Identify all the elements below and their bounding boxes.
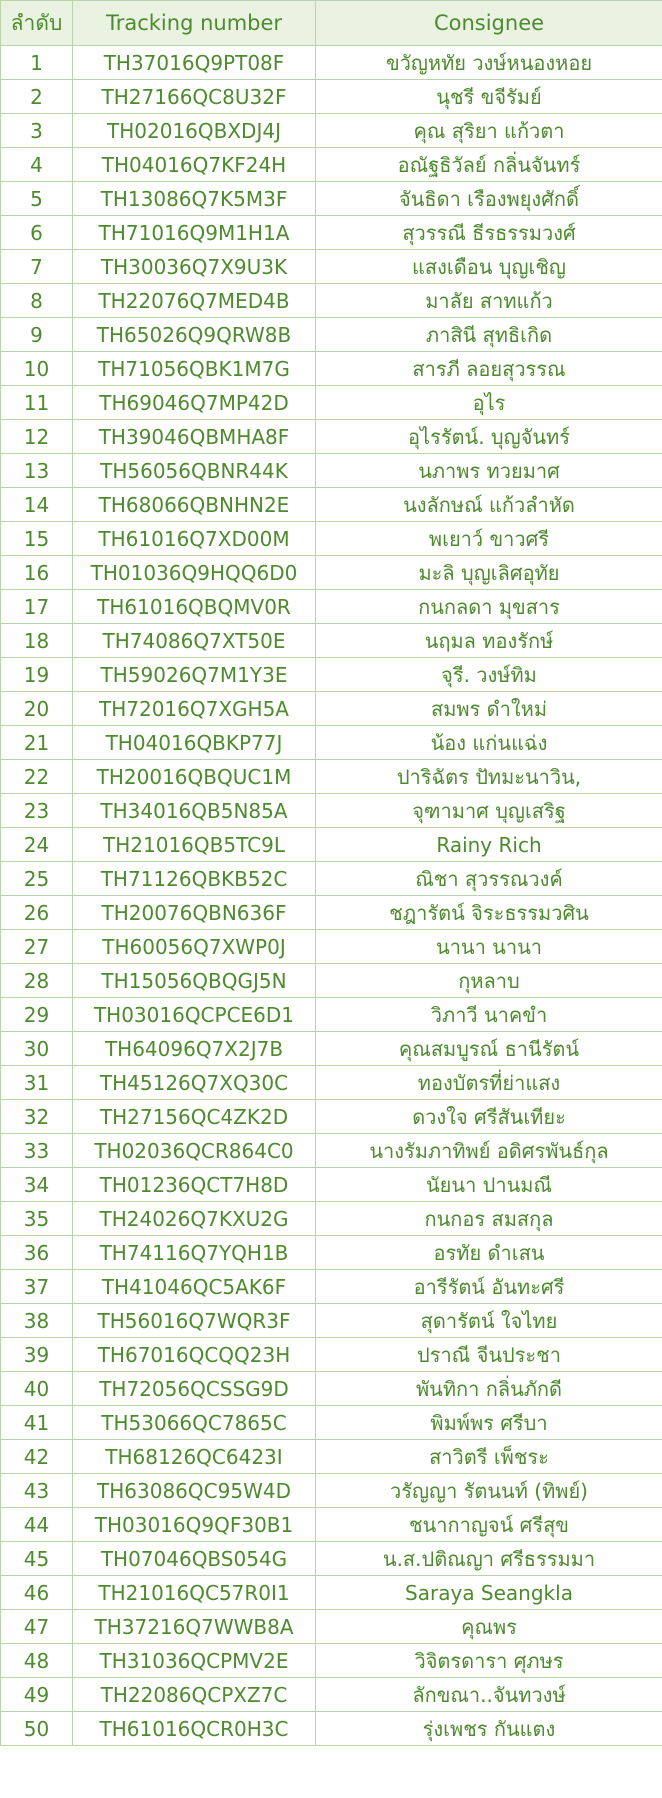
consignee-cell: ลักขณา..จันทวงษ์	[316, 1678, 662, 1712]
tracking-number-cell: TH63086QC95W4D	[73, 1474, 316, 1508]
table-row	[1, 46, 662, 80]
order-cell: 7	[1, 250, 73, 284]
consignee-cell: ภาสินี สุทธิเกิด	[316, 318, 662, 352]
tracking-number-cell: TH71016Q9M1H1A	[73, 216, 316, 250]
order-cell: 15	[1, 522, 73, 556]
order-cell: 34	[1, 1168, 73, 1202]
order-cell: 26	[1, 896, 73, 930]
table-row	[1, 896, 662, 930]
tracking-number-cell: TH31036QCPMV2E	[73, 1644, 316, 1678]
table-row	[1, 1100, 662, 1134]
table-row	[1, 828, 662, 862]
table-row	[1, 1304, 662, 1338]
tracking-number-cell: TH07046QBS054G	[73, 1542, 316, 1576]
consignee-cell: นานา นานา	[316, 930, 662, 964]
tracking-number-cell: TH45126Q7XQ30C	[73, 1066, 316, 1100]
consignee-cell: มะลิ บุญเลิศอุทัย	[316, 556, 662, 590]
header-order: ลำดับ	[1, 1, 73, 46]
order-cell: 10	[1, 352, 73, 386]
order-cell: 17	[1, 590, 73, 624]
tracking-number-cell: TH20016QBQUC1M	[73, 760, 316, 794]
table-row	[1, 1644, 662, 1678]
order-cell: 46	[1, 1576, 73, 1610]
table-row	[1, 1508, 662, 1542]
order-cell: 4	[1, 148, 73, 182]
tracking-number-cell: TH61016QCR0H3C	[73, 1712, 316, 1746]
order-cell: 11	[1, 386, 73, 420]
table-row	[1, 1372, 662, 1406]
tracking-number-cell: TH30036Q7X9U3K	[73, 250, 316, 284]
consignee-cell: คุณพร	[316, 1610, 662, 1644]
consignee-cell: อุไรรัตน์. บุญจันทร์	[316, 420, 662, 454]
consignee-cell: นฤมล ทองรักษ์	[316, 624, 662, 658]
table-row	[1, 1270, 662, 1304]
tracking-number-cell: TH24026Q7KXU2G	[73, 1202, 316, 1236]
table-row	[1, 318, 662, 352]
table-row	[1, 726, 662, 760]
tracking-number-cell: TH69046Q7MP42D	[73, 386, 316, 420]
consignee-cell: กนกลดา มุขสาร	[316, 590, 662, 624]
order-cell: 6	[1, 216, 73, 250]
consignee-cell: นงลักษณ์ แก้วลำหัด	[316, 488, 662, 522]
tracking-number-cell: TH27166QC8U32F	[73, 80, 316, 114]
table-row	[1, 216, 662, 250]
order-cell: 23	[1, 794, 73, 828]
tracking-number-cell: TH21016QC57R0I1	[73, 1576, 316, 1610]
consignee-cell: ดวงใจ ศรีสันเทียะ	[316, 1100, 662, 1134]
table-row	[1, 624, 662, 658]
order-cell: 31	[1, 1066, 73, 1100]
consignee-cell: รุ่งเพชร กันแตง	[316, 1712, 662, 1746]
tracking-number-cell: TH53066QC7865C	[73, 1406, 316, 1440]
table-row	[1, 1678, 662, 1712]
consignee-cell: วิภาวี นาคขำ	[316, 998, 662, 1032]
table-row	[1, 250, 662, 284]
table-row	[1, 1576, 662, 1610]
table-row	[1, 1032, 662, 1066]
consignee-cell: มาลัย สาทแก้ว	[316, 284, 662, 318]
tracking-number-cell: TH27156QC4ZK2D	[73, 1100, 316, 1134]
consignee-cell: กนกอร สมสกุล	[316, 1202, 662, 1236]
table-row	[1, 760, 662, 794]
table-row	[1, 1712, 662, 1746]
order-cell: 40	[1, 1372, 73, 1406]
tracking-number-cell: TH21016QB5TC9L	[73, 828, 316, 862]
table-row	[1, 1474, 662, 1508]
order-cell: 19	[1, 658, 73, 692]
order-cell: 50	[1, 1712, 73, 1746]
order-cell: 33	[1, 1134, 73, 1168]
consignee-cell: วิจิตรดารา ศุภษร	[316, 1644, 662, 1678]
tracking-number-cell: TH01036Q9HQQ6D0	[73, 556, 316, 590]
table-row	[1, 182, 662, 216]
order-cell: 21	[1, 726, 73, 760]
consignee-cell: ปาริฉัตร ปัทมะนาวิน,	[316, 760, 662, 794]
consignee-cell: อณัฐธิวัลย์ กลิ่นจันทร์	[316, 148, 662, 182]
order-cell: 30	[1, 1032, 73, 1066]
table-row	[1, 386, 662, 420]
tracking-number-cell: TH72016Q7XGH5A	[73, 692, 316, 726]
table-row	[1, 420, 662, 454]
tracking-number-cell: TH61016Q7XD00M	[73, 522, 316, 556]
consignee-cell: จุฑามาศ บุญเสริฐ	[316, 794, 662, 828]
table-row	[1, 1610, 662, 1644]
consignee-cell: นุชรี ขจีรัมย์	[316, 80, 662, 114]
table-row	[1, 488, 662, 522]
consignee-cell: ปราณี จีนประชา	[316, 1338, 662, 1372]
order-cell: 3	[1, 114, 73, 148]
order-cell: 29	[1, 998, 73, 1032]
table-row	[1, 794, 662, 828]
tracking-number-cell: TH01236QCT7H8D	[73, 1168, 316, 1202]
consignee-cell: Rainy Rich	[316, 828, 662, 862]
tracking-number-cell: TH34016QB5N85A	[73, 794, 316, 828]
table-row	[1, 1134, 662, 1168]
tracking-number-cell: TH37016Q9PT08F	[73, 46, 316, 80]
consignee-cell: พิมพ์พร ศรีบา	[316, 1406, 662, 1440]
tracking-number-cell: TH68126QC6423I	[73, 1440, 316, 1474]
table-row	[1, 284, 662, 318]
tracking-number-cell: TH60056Q7XWP0J	[73, 930, 316, 964]
order-cell: 38	[1, 1304, 73, 1338]
order-cell: 22	[1, 760, 73, 794]
tracking-number-cell: TH61016QBQMV0R	[73, 590, 316, 624]
order-cell: 44	[1, 1508, 73, 1542]
tracking-number-cell: TH22086QCPXZ7C	[73, 1678, 316, 1712]
table-row	[1, 998, 662, 1032]
consignee-cell: นัยนา ปานมณี	[316, 1168, 662, 1202]
table-row	[1, 1236, 662, 1270]
order-cell: 35	[1, 1202, 73, 1236]
table-row	[1, 1440, 662, 1474]
tracking-number-cell: TH37216Q7WWB8A	[73, 1610, 316, 1644]
table-row	[1, 590, 662, 624]
table-row	[1, 1066, 662, 1100]
consignee-cell: แสงเดือน บุญเชิญ	[316, 250, 662, 284]
tracking-number-cell: TH13086Q7K5M3F	[73, 182, 316, 216]
consignee-cell: วรัญญา รัตนนท์ (ทิพย์)	[316, 1474, 662, 1508]
table-row	[1, 454, 662, 488]
order-cell: 28	[1, 964, 73, 998]
consignee-cell: อุไร	[316, 386, 662, 420]
header-row	[1, 1, 662, 46]
consignee-cell: น้อง แก่นแฉ่ง	[316, 726, 662, 760]
consignee-cell: อารีรัตน์ อันทะศรี	[316, 1270, 662, 1304]
tracking-number-cell: TH20076QBN636F	[73, 896, 316, 930]
order-cell: 42	[1, 1440, 73, 1474]
consignee-cell: จุรี. วงษ์ทิม	[316, 658, 662, 692]
table-row	[1, 658, 662, 692]
order-cell: 45	[1, 1542, 73, 1576]
tracking-number-cell: TH04016Q7KF24H	[73, 148, 316, 182]
tracking-number-cell: TH22076Q7MED4B	[73, 284, 316, 318]
table-row	[1, 1406, 662, 1440]
table-row	[1, 1202, 662, 1236]
order-cell: 9	[1, 318, 73, 352]
order-cell: 49	[1, 1678, 73, 1712]
consignee-cell: ชฎารัตน์ จิระธรรมวศิน	[316, 896, 662, 930]
consignee-cell: สารภี ลอยสุวรรณ	[316, 352, 662, 386]
consignee-cell: นางรัมภาทิพย์ อดิศรพันธ์กุล	[316, 1134, 662, 1168]
table-row	[1, 80, 662, 114]
table-row	[1, 930, 662, 964]
consignee-cell: ขวัญหทัย วงษ์หนองหอย	[316, 46, 662, 80]
consignee-cell: ณิชา สุวรรณวงค์	[316, 862, 662, 896]
tracking-number-cell: TH72056QCSSG9D	[73, 1372, 316, 1406]
table-row	[1, 1168, 662, 1202]
consignee-cell: นภาพร ทวยมาศ	[316, 454, 662, 488]
consignee-cell: สุวรรณี ธีรธรรมวงศ์	[316, 216, 662, 250]
table-row	[1, 862, 662, 896]
order-cell: 2	[1, 80, 73, 114]
order-cell: 43	[1, 1474, 73, 1508]
consignee-cell: ชนากาญจน์ ศรีสุข	[316, 1508, 662, 1542]
tracking-number-cell: TH71056QBK1M7G	[73, 352, 316, 386]
order-cell: 25	[1, 862, 73, 896]
tracking-number-cell: TH03016QCPCE6D1	[73, 998, 316, 1032]
tracking-number-cell: TH02016QBXDJ4J	[73, 114, 316, 148]
consignee-cell: กุหลาบ	[316, 964, 662, 998]
consignee-cell: พันทิกา กลิ่นภักดี	[316, 1372, 662, 1406]
tracking-number-cell: TH71126QBKB52C	[73, 862, 316, 896]
order-cell: 27	[1, 930, 73, 964]
table-row	[1, 964, 662, 998]
tracking-number-cell: TH68066QBNHN2E	[73, 488, 316, 522]
order-cell: 24	[1, 828, 73, 862]
table-row	[1, 148, 662, 182]
consignee-cell: อรทัย ดำเสน	[316, 1236, 662, 1270]
tracking-number-cell: TH56016Q7WQR3F	[73, 1304, 316, 1338]
table-row	[1, 692, 662, 726]
order-cell: 14	[1, 488, 73, 522]
consignee-cell: Saraya Seangkla	[316, 1576, 662, 1610]
table-header	[1, 1, 662, 46]
order-cell: 8	[1, 284, 73, 318]
order-cell: 20	[1, 692, 73, 726]
consignee-cell: จันธิดา เรืองพยุงศักดิ์	[316, 182, 662, 216]
tracking-number-cell: TH04016QBKP77J	[73, 726, 316, 760]
order-cell: 39	[1, 1338, 73, 1372]
order-cell: 32	[1, 1100, 73, 1134]
header-consignee: Consignee	[316, 1, 662, 46]
order-cell: 37	[1, 1270, 73, 1304]
tracking-number-cell: TH64096Q7X2J7B	[73, 1032, 316, 1066]
tracking-number-cell: TH74086Q7XT50E	[73, 624, 316, 658]
tracking-number-cell: TH41046QC5AK6F	[73, 1270, 316, 1304]
table-body	[1, 46, 662, 1746]
tracking-number-cell: TH74116Q7YQH1B	[73, 1236, 316, 1270]
consignee-cell: น.ส.ปติณญา ศรีธรรมมา	[316, 1542, 662, 1576]
consignee-cell: ทองบัตรที่ย่าแสง	[316, 1066, 662, 1100]
table-row	[1, 114, 662, 148]
order-cell: 36	[1, 1236, 73, 1270]
order-cell: 16	[1, 556, 73, 590]
table-row	[1, 352, 662, 386]
order-cell: 47	[1, 1610, 73, 1644]
table-row	[1, 522, 662, 556]
consignee-cell: พเยาว์ ขาวศรี	[316, 522, 662, 556]
table-row	[1, 1542, 662, 1576]
consignee-cell: สมพร ดำใหม่	[316, 692, 662, 726]
tracking-number-cell: TH03016Q9QF30B1	[73, 1508, 316, 1542]
tracking-number-cell: TH65026Q9QRW8B	[73, 318, 316, 352]
consignee-cell: คุณ สุริยา แก้วตา	[316, 114, 662, 148]
header-tracking-number: Tracking number	[73, 1, 316, 46]
order-cell: 13	[1, 454, 73, 488]
tracking-number-cell: TH39046QBMHA8F	[73, 420, 316, 454]
table-row	[1, 1338, 662, 1372]
consignee-cell: สุดารัตน์ ใจไทย	[316, 1304, 662, 1338]
order-cell: 18	[1, 624, 73, 658]
order-cell: 5	[1, 182, 73, 216]
consignee-cell: คุณสมบูรณ์ ธานีรัตน์	[316, 1032, 662, 1066]
tracking-number-cell: TH02036QCR864C0	[73, 1134, 316, 1168]
table-row	[1, 556, 662, 590]
tracking-number-cell: TH15056QBQGJ5N	[73, 964, 316, 998]
order-cell: 1	[1, 46, 73, 80]
order-cell: 48	[1, 1644, 73, 1678]
consignee-cell: สาวิตรี เพ็ชระ	[316, 1440, 662, 1474]
order-cell: 12	[1, 420, 73, 454]
order-cell: 41	[1, 1406, 73, 1440]
tracking-number-cell: TH56056QBNR44K	[73, 454, 316, 488]
tracking-number-cell: TH59026Q7M1Y3E	[73, 658, 316, 692]
tracking-number-cell: TH67016QCQQ23H	[73, 1338, 316, 1372]
